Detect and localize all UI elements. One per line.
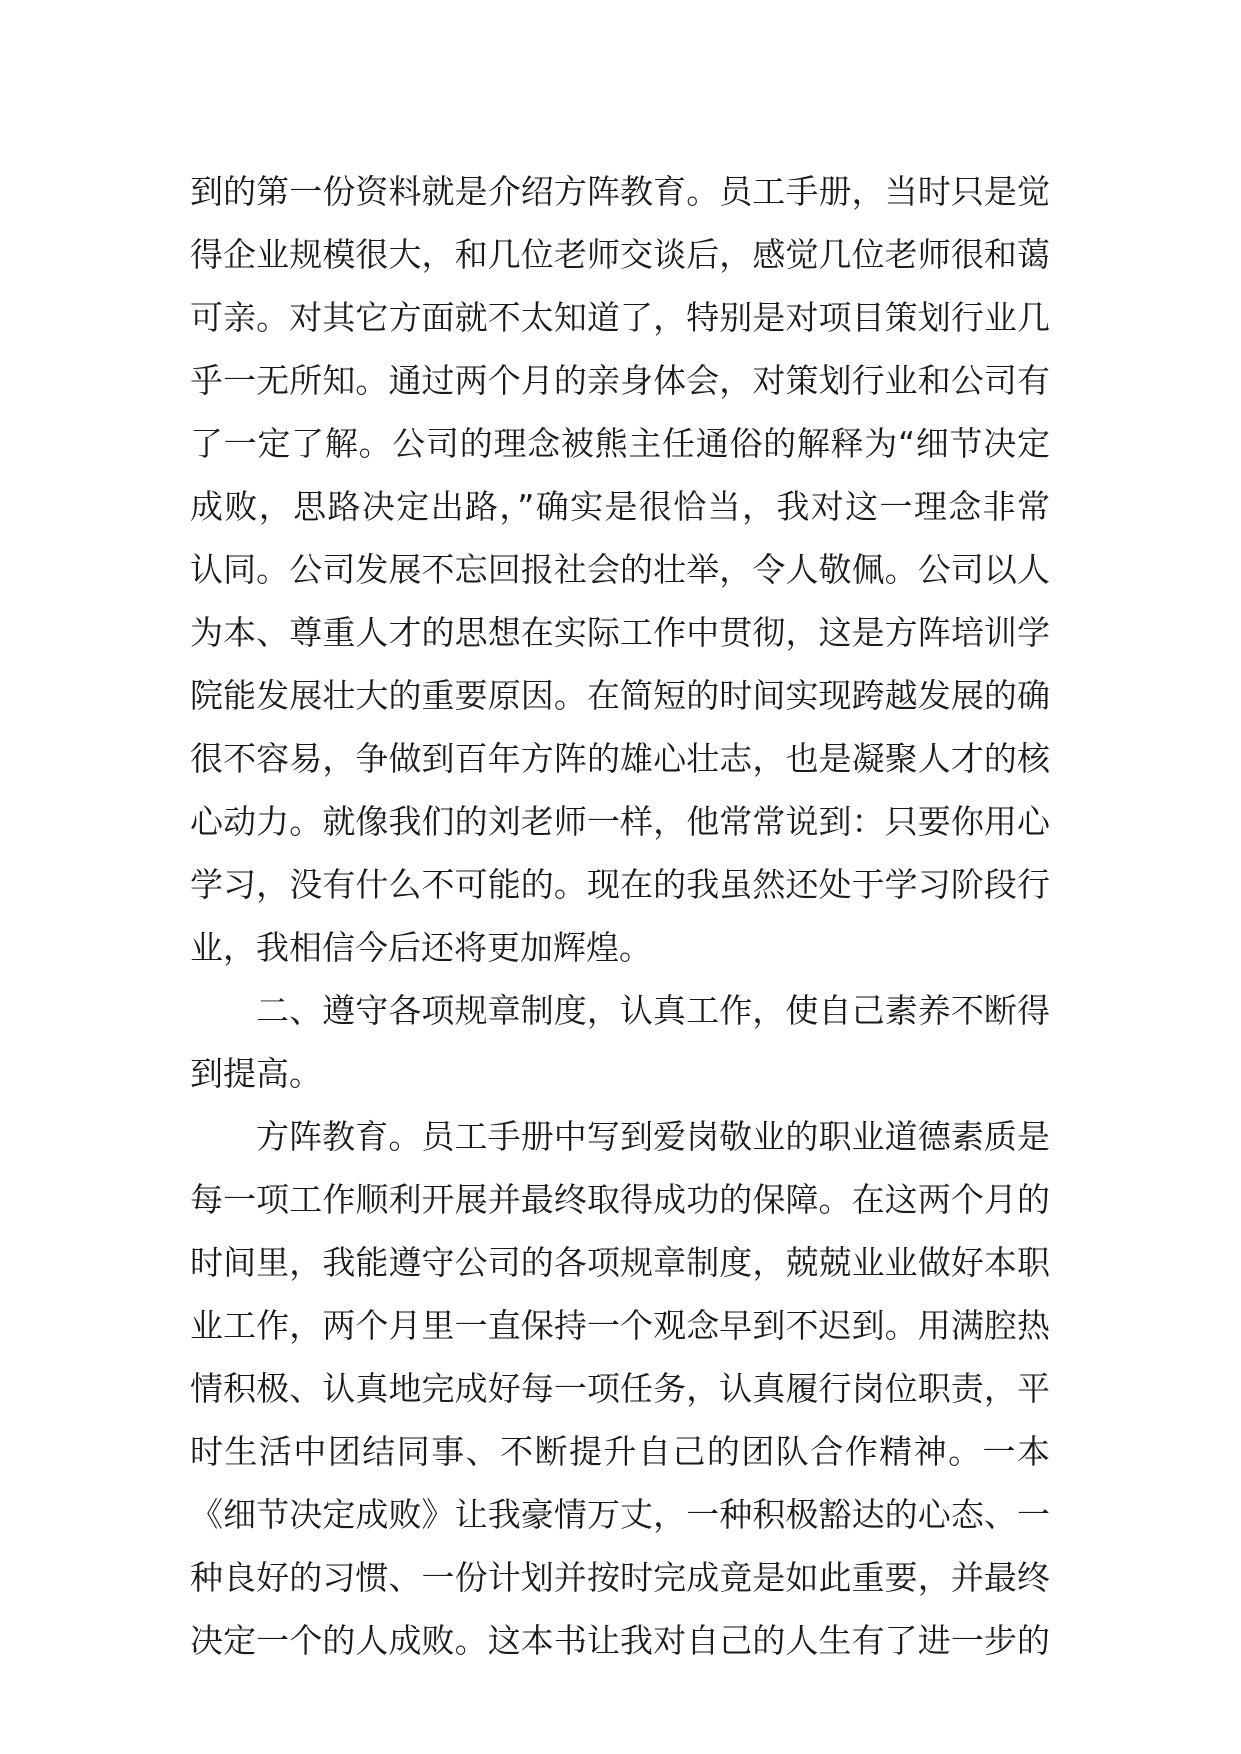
text-line: 很不容易，争做到百年方阵的雄心壮志，也是凝聚人才的核 xyxy=(190,739,1050,778)
text-line: 每一项工作顺利开展并最终取得成功的保障。在这两个月的 xyxy=(190,1180,1050,1219)
text-line: 心动力。就像我们的刘老师一样，他常常说到：只要你用心 xyxy=(190,802,1050,841)
text-line: 时生活中团结同事、不断提升自己的团队合作精神。一本 xyxy=(190,1432,1050,1471)
text-line: 业，我相信今后还将更加辉煌。 xyxy=(190,928,652,967)
text-line: 了一定了解。公司的理念被熊主任通俗的解释为“细节决定 xyxy=(190,424,1050,463)
text-line: 决定一个的人成败。这本书让我对自己的人生有了进一步的 xyxy=(190,1621,1050,1660)
text-line: 情积极、认真地完成好每一项任务，认真履行岗位职责，平 xyxy=(190,1369,1050,1408)
text-line: 种良好的习惯、一份计划并按时完成竟是如此重要，并最终 xyxy=(190,1558,1050,1597)
section-heading: 到提高。 xyxy=(190,1054,322,1093)
text-line: 时间里，我能遵守公司的各项规章制度，兢兢业业做好本职 xyxy=(190,1243,1050,1282)
text-line: 乎一无所知。通过两个月的亲身体会，对策划行业和公司有 xyxy=(190,361,1050,400)
text-line: 得企业规模很大，和几位老师交谈后，感觉几位老师很和蔼 xyxy=(190,235,1050,274)
text-line: 可亲。对其它方面就不太知道了，特别是对项目策划行业几 xyxy=(190,298,1050,337)
text-line: 院能发展壮大的重要原因。在简短的时间实现跨越发展的确 xyxy=(190,676,1050,715)
text-line: 学习，没有什么不可能的。现在的我虽然还处于学习阶段行 xyxy=(190,865,1050,904)
text-line: 为本、尊重人才的思想在实际工作中贯彻，这是方阵培训学 xyxy=(190,613,1050,652)
text-line: 方阵教育。员工手册中写到爱岗敬业的职业道德素质是 xyxy=(256,1117,1050,1156)
text-line: 《细节决定成败》让我豪情万丈，一种积极豁达的心态、一 xyxy=(190,1495,1050,1534)
text-line: 成败，思路决定出路，”确实是很恰当，我对这一理念非常 xyxy=(190,487,1050,526)
section-heading: 二、遵守各项规章制度，认真工作，使自己素养不断得 xyxy=(256,991,1050,1030)
text-line: 业工作，两个月里一直保持一个观念早到不迟到。用满腔热 xyxy=(190,1306,1050,1345)
text-line: 认同。公司发展不忘回报社会的壮举，令人敬佩。公司以人 xyxy=(190,550,1050,589)
body-text xyxy=(190,160,1050,1672)
text-line: 到的第一份资料就是介绍方阵教育。员工手册，当时只是觉 xyxy=(190,172,1050,211)
